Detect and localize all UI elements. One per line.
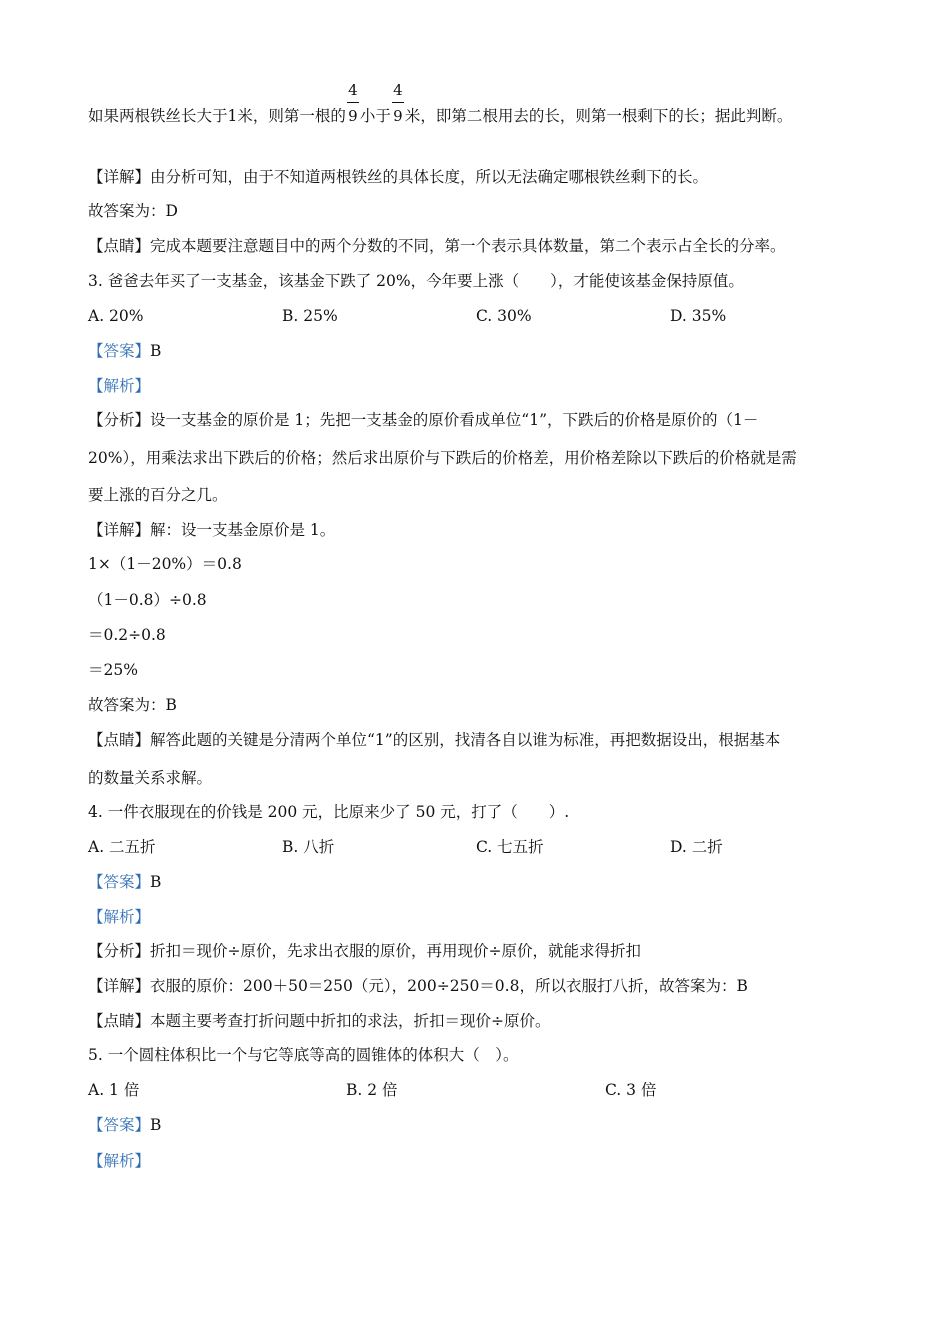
answer-value: B	[150, 873, 162, 891]
q3-analysis-line-1: 【分析】设一支基金的原价是 1；先把一支基金的原价看成单位“1”，下跌后的价格是原价的（1－	[88, 411, 759, 429]
fraction-2	[391, 81, 405, 127]
intro-text-4: 米，即第二根用去的长，则第一根剩下的长；据此判断。	[404, 107, 793, 125]
q5-stem: 5. 一个圆柱体积比一个与它等底等高的圆锥体的体积大（ ）。	[88, 1046, 519, 1064]
answer-value: B	[150, 1116, 162, 1134]
fraction-2-denominator: 9	[393, 107, 403, 125]
q4-option-c: C. 七五折	[476, 838, 544, 856]
fraction-2-numerator: 4	[393, 81, 403, 99]
q3-detail-line-3: （1－0.8）÷0.8	[88, 591, 207, 609]
q3-detail-line-1: 【详解】解：设一支基金原价是 1。	[88, 521, 336, 539]
q2-final-answer: 故答案为：D	[88, 202, 178, 220]
fraction-1-denominator: 9	[348, 107, 358, 125]
intro-line	[88, 81, 793, 127]
q3-analysis-line-2: 20%），用乘法求出下跌后的价格；然后求出原价与下跌后的价格差，用价格差除以下跌后的价格就是需	[88, 449, 797, 467]
fraction-1-numerator: 4	[348, 81, 358, 99]
q3-option-b: B. 25%	[282, 307, 338, 325]
q2-detail: 【详解】由分析可知，由于不知道两根铁丝的具体长度，所以无法确定哪根铁丝剩下的长。	[88, 168, 709, 186]
q4-detail: 【详解】衣服的原价：200＋50＝250（元），200÷250＝0.8，所以衣服打八折，故答案为：B	[88, 977, 748, 995]
q4-option-a: A. 二五折	[88, 838, 156, 856]
q4-comment: 【点睛】本题主要考查打折问题中折扣的求法，折扣＝现价÷原价。	[88, 1012, 551, 1030]
fraction-1	[346, 81, 360, 127]
q4-stem: 4. 一件衣服现在的价钱是 200 元，比原来少了 50 元，打了（ ）.	[88, 803, 570, 821]
intro-text-3: 小于	[359, 107, 391, 125]
q3-analysis-line-3: 要上涨的百分之几。	[88, 486, 228, 504]
q4-answer	[88, 871, 161, 893]
q5-option-b: B. 2 倍	[346, 1081, 398, 1099]
fraction-1-bar	[347, 102, 359, 103]
q3-option-d: D. 35%	[670, 307, 727, 325]
answer-tag: 【答案】	[88, 342, 151, 360]
q3-detail-line-5: ＝25%	[88, 661, 138, 679]
q3-final-answer: 故答案为：B	[88, 696, 177, 714]
q3-answer	[88, 340, 161, 362]
q5-analysis-tag: 【解析】	[88, 1152, 151, 1170]
answer-tag: 【答案】	[88, 1116, 151, 1134]
q3-option-a: A. 20%	[88, 307, 144, 325]
q3-analysis-tag: 【解析】	[88, 377, 151, 395]
q3-comment-line-2: 的数量关系求解。	[88, 769, 213, 787]
q3-stem: 3. 爸爸去年买了一支基金，该基金下跌了 20%，今年要上涨（ ），才能使该基金保持原值。	[88, 272, 744, 290]
q3-detail-line-2: 1×（1－20%）＝0.8	[88, 555, 242, 573]
q4-option-d: D. 二折	[670, 838, 723, 856]
q2-comment: 【点睛】完成本题要注意题目中的两个分数的不同，第一个表示具体数量，第二个表示占全长的分率。	[88, 237, 786, 255]
q4-option-b: B. 八折	[282, 838, 335, 856]
intro-text-2: 米，则第一根的	[237, 107, 346, 125]
intro-text-1: 如果两根铁丝长大于	[88, 107, 228, 125]
answer-value: B	[150, 342, 162, 360]
fraction-2-bar	[392, 102, 404, 103]
answer-tag: 【答案】	[88, 873, 151, 891]
q3-comment-line-1: 【点睛】解答此题的关键是分清两个单位“1”的区别，找清各自以谁为标准，再把数据设出，根据基本	[88, 731, 781, 749]
q5-option-c: C. 3 倍	[605, 1081, 657, 1099]
q4-analysis: 【分析】折扣＝现价÷原价，先求出衣服的原价，再用现价÷原价，就能求得折扣	[88, 942, 641, 960]
intro-one: 1	[227, 107, 238, 125]
q3-detail-line-4: ＝0.2÷0.8	[88, 626, 166, 644]
q4-analysis-tag: 【解析】	[88, 908, 151, 926]
q5-answer	[88, 1114, 161, 1136]
q5-option-a: A. 1 倍	[88, 1081, 140, 1099]
q3-option-c: C. 30%	[476, 307, 532, 325]
